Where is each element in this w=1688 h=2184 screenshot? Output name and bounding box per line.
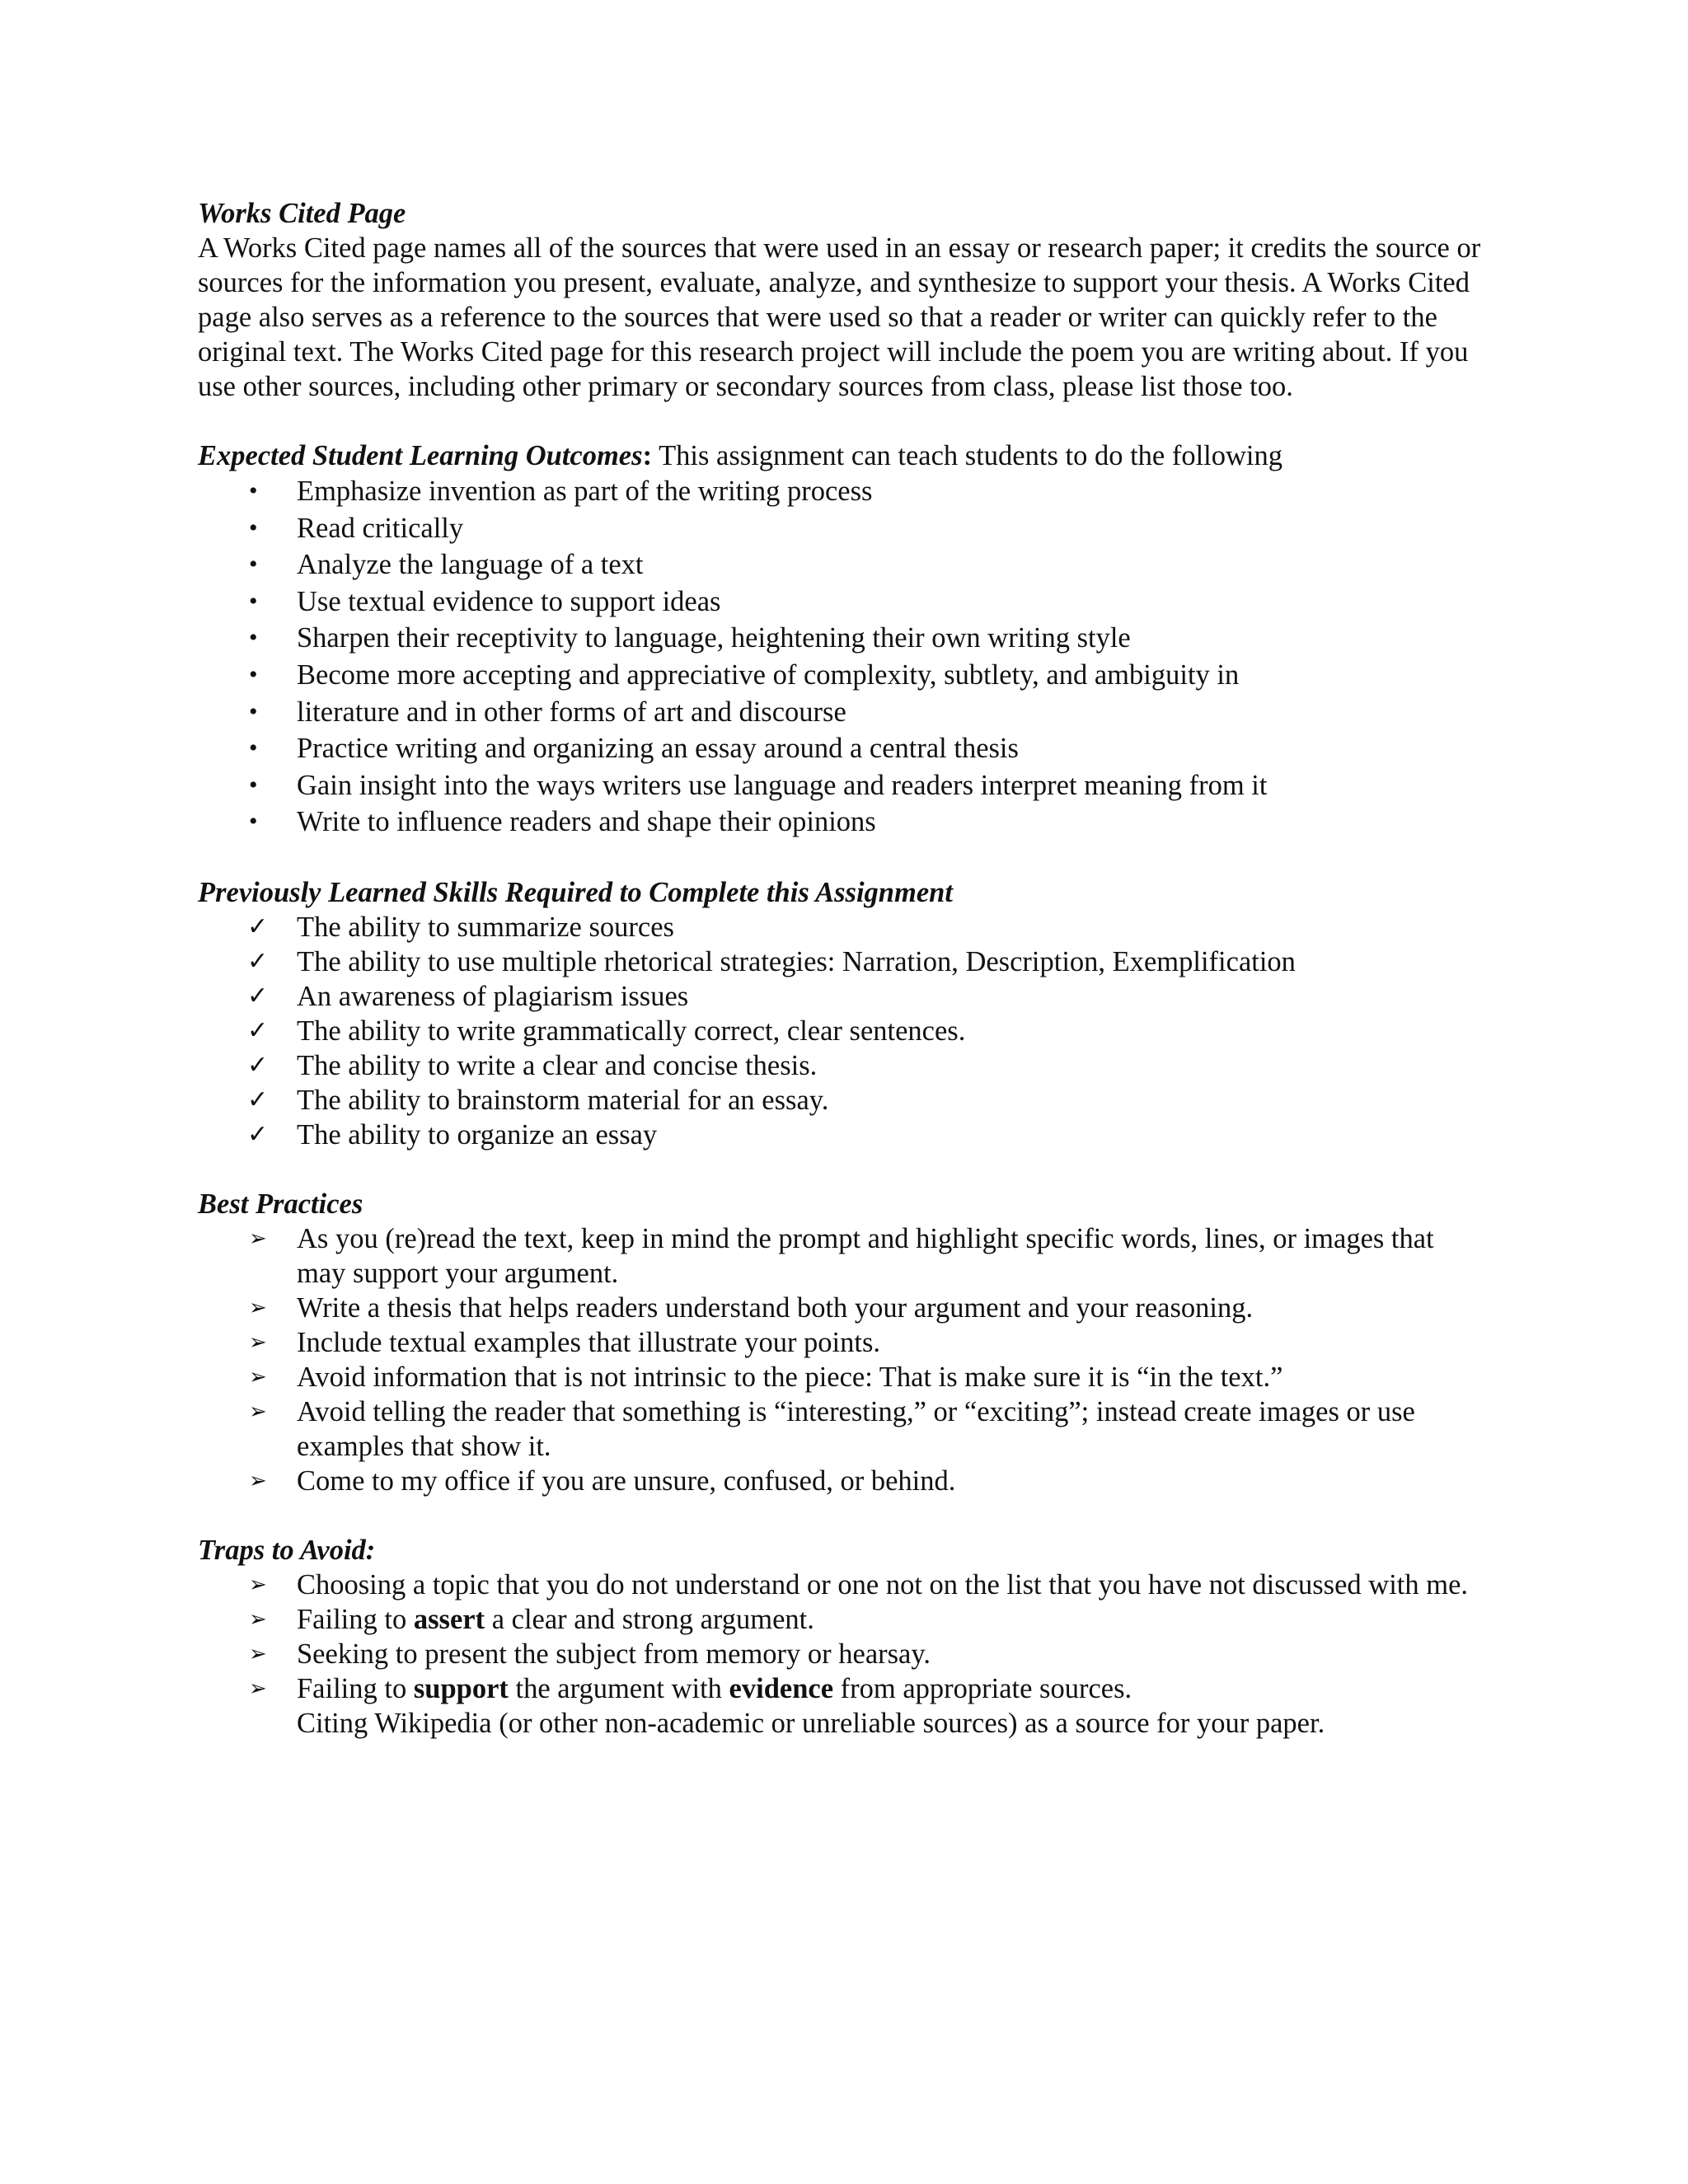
bullet-icon: • [249, 808, 258, 836]
section-gap [198, 1152, 1484, 1187]
list-item: • Gain insight into the ways writers use language and readers interpret meaning from it [198, 767, 1484, 804]
arrowhead-icon: ➢ [249, 1226, 267, 1251]
skills-section [198, 875, 1484, 1152]
list-item: ✓ The ability to brainstorm material for an essay. [247, 1084, 829, 1116]
best-practices-list [198, 1221, 1484, 1498]
list-item: ➢ Failing to support the argument with evidence from appropriate sources. [249, 1672, 1132, 1704]
arrowhead-icon: ➢ [249, 1329, 267, 1355]
list-item: ➢ Choosing a topic that you do not understand or one not on the list that you have not discussed with me. [249, 1568, 1469, 1601]
section-gap [198, 1498, 1484, 1533]
list-item: ✓ The ability to write grammatically correct, clear sentences. [247, 1015, 966, 1047]
bullet-icon: • [249, 477, 258, 504]
list-item: ➢ Avoid information that is not intrinsic to the piece: That is make sure it is “in the text.” [249, 1361, 1283, 1393]
skills-heading: Previously Learned Skills Required to Complete this Assignment [198, 876, 953, 908]
outcomes-colon: : [642, 440, 653, 471]
list-item: • Write to influence readers and shape their opinions [198, 804, 1484, 841]
bullet-icon: • [249, 660, 258, 688]
works-cited-paragraph: A Works Cited page names all of the sources that were used in an essay or research paper; it credits the source or sources for the information you present, evaluate, analyze, and synthesize to support your thesis. A Works Cited page also serves as a reference to the sources that were used so that a reader or writer can quickly refer to the original text. The Works Cited page for this research project will include the poem you are writing about. If you use other sources, including other primary or secondary sources from class, please list those too. [198, 232, 1481, 402]
checkmark-icon: ✓ [247, 981, 269, 1010]
arrowhead-icon: ➢ [249, 1572, 267, 1597]
checkmark-icon: ✓ [247, 946, 269, 976]
bullet-icon: • [249, 697, 258, 725]
bullet-icon: • [249, 587, 258, 615]
outcomes-intro: This assignment can teach students to do the following [652, 440, 1283, 471]
traps-list [198, 1568, 1484, 1706]
arrowhead-icon: ➢ [249, 1468, 267, 1493]
works-cited-section [198, 196, 1484, 404]
list-item: • Become more accepting and appreciative of complexity, subtlety, and ambiguity in [198, 657, 1484, 694]
skills-list [198, 910, 1484, 1152]
list-item: • Emphasize invention as part of the writing process [198, 473, 1484, 510]
list-item: • literature and in other forms of art and discourse [198, 694, 1484, 731]
document-page [198, 196, 1484, 1741]
checkmark-icon: ✓ [247, 1050, 269, 1080]
bullet-icon: • [249, 624, 258, 652]
arrowhead-icon: ➢ [249, 1675, 267, 1701]
list-item: • Practice writing and organizing an essay around a central thesis [198, 730, 1484, 767]
works-cited-heading: Works Cited Page [198, 198, 406, 229]
list-item: ✓ The ability to summarize sources [247, 911, 674, 943]
arrowhead-icon: ➢ [249, 1606, 267, 1632]
list-item: ✓ The ability to organize an essay [247, 1118, 658, 1151]
outcomes-intro-line [198, 438, 1484, 473]
checkmark-icon: ✓ [247, 1119, 269, 1149]
list-item: ➢ Write a thesis that helps readers understand both your argument and your reasoning. [249, 1291, 1254, 1324]
outcomes-heading: Expected Student Learning Outcomes [198, 440, 643, 471]
checkmark-icon: ✓ [247, 1085, 269, 1114]
list-item: • Read critically [198, 510, 1484, 547]
list-item: ➢ Failing to assert a clear and strong argument. [249, 1603, 814, 1635]
best-practices-section [198, 1187, 1484, 1498]
list-item: • Analyze the language of a text [198, 546, 1484, 583]
section-gap [198, 404, 1484, 438]
arrowhead-icon: ➢ [249, 1295, 267, 1320]
list-item: ✓ An awareness of plagiarism issues [247, 980, 689, 1012]
best-practices-heading: Best Practices [198, 1188, 363, 1220]
checkmark-icon: ✓ [247, 912, 269, 941]
bullet-icon: • [249, 513, 258, 541]
bullet-icon: • [249, 551, 258, 579]
traps-section [198, 1533, 1484, 1741]
traps-trailing-line: Citing Wikipedia (or other non-academic or unreliable sources) as a source for your paper. [297, 1707, 1325, 1739]
list-item: ➢ Avoid telling the reader that something is “interesting,” or “exciting”; instead create images or use examples that show it. [249, 1395, 1415, 1462]
list-item: ➢ Seeking to present the subject from memory or hearsay. [249, 1638, 931, 1670]
list-item: • Use textual evidence to support ideas [198, 583, 1484, 621]
arrowhead-icon: ➢ [249, 1641, 267, 1666]
arrowhead-icon: ➢ [249, 1364, 267, 1390]
list-item: ➢ Include textual examples that illustrate your points. [249, 1326, 881, 1358]
checkmark-icon: ✓ [247, 1015, 269, 1045]
bullet-icon: • [249, 734, 258, 762]
list-item: ➢ Come to my office if you are unsure, confused, or behind. [249, 1465, 956, 1497]
outcomes-list [198, 473, 1484, 841]
list-item: • Sharpen their receptivity to language, heightening their own writing style [198, 620, 1484, 657]
list-item: ✓ The ability to use multiple rhetorical strategies: Narration, Description, Exemplification [247, 945, 1296, 977]
outcomes-section [198, 438, 1484, 841]
traps-heading: Traps to Avoid: [198, 1534, 376, 1566]
bullet-icon: • [249, 771, 258, 799]
list-item: ➢ As you (re)read the text, keep in mind the prompt and highlight specific words, lines, or images that may support your argument. [249, 1222, 1434, 1289]
section-gap [198, 841, 1484, 875]
list-item: ✓ The ability to write a clear and concise thesis. [247, 1049, 818, 1081]
arrowhead-icon: ➢ [249, 1399, 267, 1424]
